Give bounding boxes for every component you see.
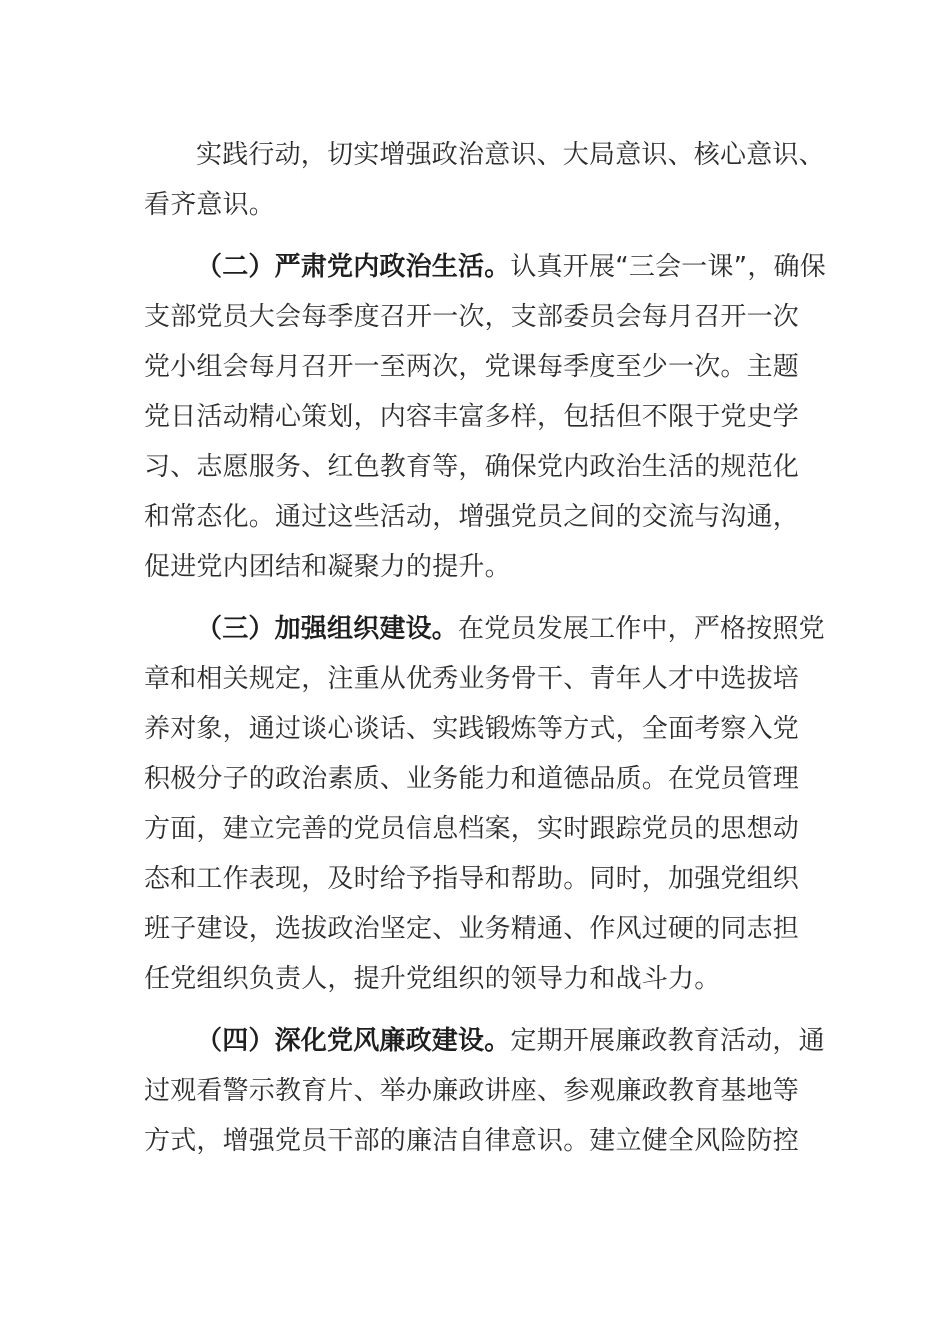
- paragraph-intro: [144, 130, 825, 230]
- section-heading: （四）深化党风廉政建设。: [196, 1026, 511, 1056]
- text-line: 习、志愿服务、红色教育等，确保党内政治生活的规范化: [144, 452, 800, 482]
- text-line: 看齐意识。: [144, 190, 276, 220]
- text-line: 方面，建立完善的党员信息档案，实时跟踪党员的思想动: [144, 814, 800, 844]
- document-page: [144, 130, 826, 1178]
- text-line: [144, 1016, 825, 1066]
- text-run: 认真开展“三会一课”，确保: [510, 252, 826, 282]
- text-line: 党日活动精心策划，内容丰富多样，包括但不限于党史学: [144, 402, 800, 432]
- text-line: [144, 242, 826, 292]
- section-heading: （三）加强组织建设。: [196, 614, 459, 644]
- text-line: 实践行动，切实增强政治意识、大局意识、核心意识、: [196, 140, 825, 170]
- text-line: 任党组织负责人，提升党组织的领导力和战斗力。: [144, 964, 721, 994]
- text-run: 在党员发展工作中，严格按照党: [458, 614, 825, 644]
- paragraph-section-4: [144, 1016, 825, 1166]
- text-line: 和常态化。通过这些活动，增强党员之间的交流与沟通，: [144, 502, 800, 532]
- text-line: 态和工作表现，及时给予指导和帮助。同时，加强党组织: [144, 864, 800, 894]
- text-line: 养对象，通过谈心谈话、实践锻炼等方式，全面考察入党: [144, 714, 800, 744]
- text-line: 方式，增强党员干部的廉洁自律意识。建立健全风险防控: [144, 1126, 800, 1156]
- text-run: 定期开展廉政教育活动，通: [510, 1026, 825, 1056]
- text-line: 过观看警示教育片、举办廉政讲座、参观廉政教育基地等: [144, 1076, 800, 1106]
- section-heading: （二）严肃党内政治生活。: [196, 252, 511, 282]
- text-line: 支部党员大会每季度召开一次，支部委员会每月召开一次: [144, 302, 800, 332]
- text-line: 章和相关规定，注重从优秀业务骨干、青年人才中选拔培: [144, 664, 800, 694]
- paragraph-section-3: [144, 604, 825, 1004]
- paragraph-section-2: [144, 242, 826, 592]
- text-line: 党小组会每月召开一至两次，党课每季度至少一次。主题: [144, 352, 800, 382]
- text-line: 班子建设，选拔政治坚定、业务精通、作风过硬的同志担: [144, 914, 800, 944]
- text-line: 促进党内团结和凝聚力的提升。: [144, 552, 511, 582]
- text-line: 积极分子的政治素质、业务能力和道德品质。在党员管理: [144, 764, 800, 794]
- text-line: [144, 604, 825, 654]
